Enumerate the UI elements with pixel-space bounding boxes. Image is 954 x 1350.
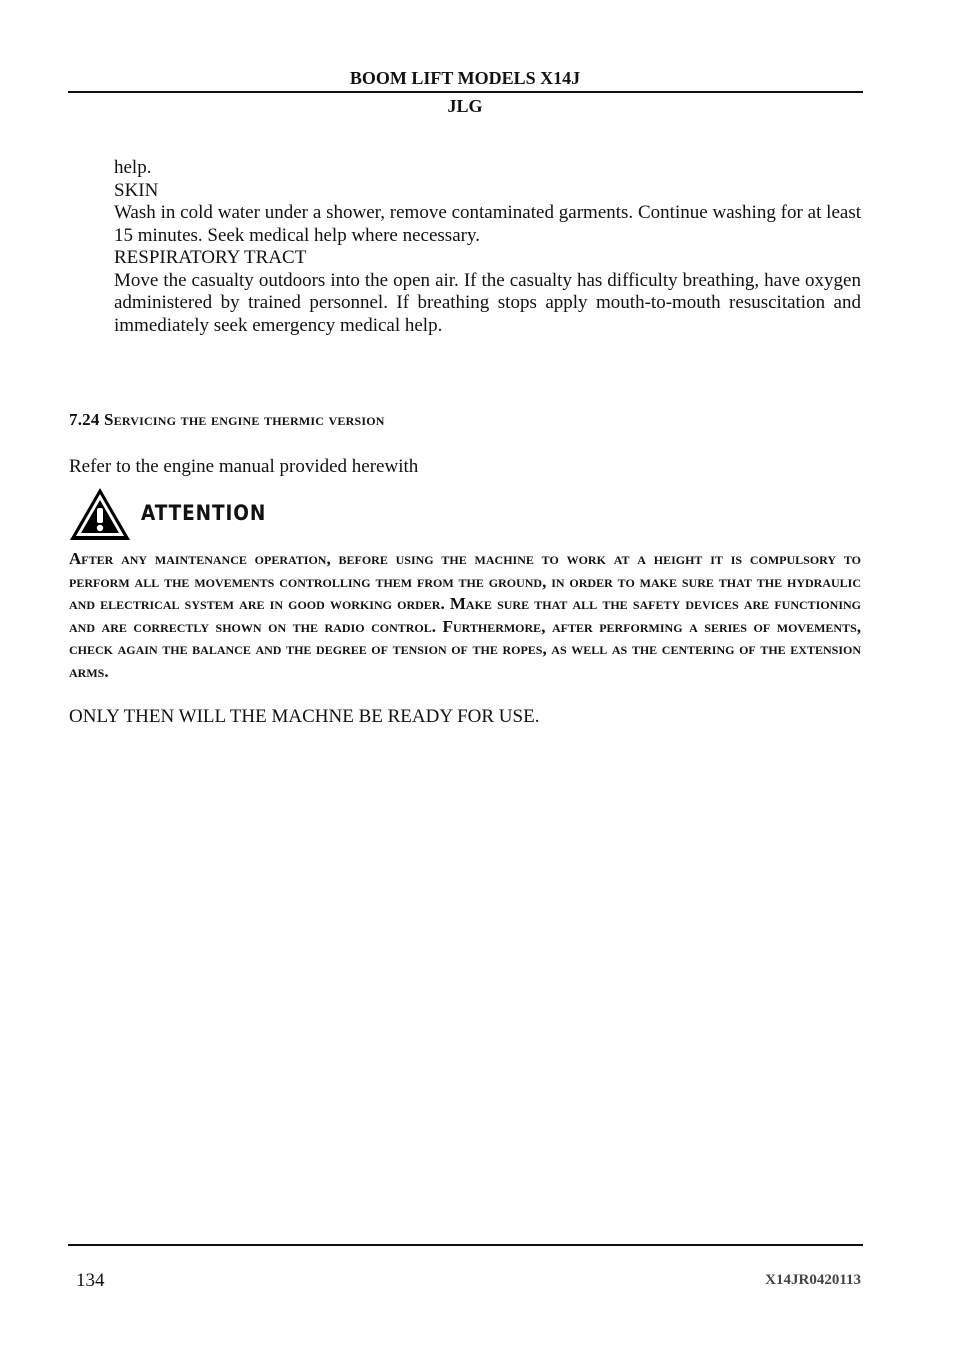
skin-instructions: Wash in cold water under a shower, remove contaminated garments. Continue washing for at least 15 minutes. Seek medical help where necessary.	[114, 202, 861, 246]
header-rule	[68, 91, 863, 93]
section-heading: 7.24 Servicing the engine thermic version	[69, 410, 385, 429]
attention-text: After any maintenance operation, before using the machine to work at a height it is compulsory to perform all the movements controlling them from the ground, in order to make sure that the hydraulic and electrical system are in good working order. Make sure that all the safety devices are functioning and are correctly shown on the radio control. Furthermore, after performing a series of movements, check again the balance and the degree of tension of the ropes, as well as the centering of the extension arms.	[69, 549, 861, 681]
document-code: X14JR0420113	[765, 1272, 861, 1288]
respiratory-heading: RESPIRATORY TRACT	[114, 247, 307, 268]
respiratory-instructions: Move the casualty outdoors into the open air. If the casualty has difficulty breathing, have oxygen administered by trained personnel. If breathing stops apply mouth-to-mouth resuscitation and immediately seek emergency medical help.	[114, 269, 861, 336]
warning-triangle-icon	[68, 486, 132, 542]
skin-heading: SKIN	[114, 179, 159, 201]
header-brand: JLG	[447, 96, 483, 116]
header-title: BOOM LIFT MODELS X14J	[349, 68, 581, 88]
first-aid-block	[114, 157, 861, 337]
attention-footer: ONLY THEN WILL THE MACHNE BE READY FOR USE.	[69, 706, 540, 727]
first-aid-line: help.	[114, 157, 152, 178]
attention-label: ATTENTION	[141, 501, 267, 525]
footer-rule	[68, 1244, 863, 1246]
section-body: Refer to the engine manual provided herewith	[69, 456, 419, 477]
page-number: 134	[76, 1270, 105, 1291]
